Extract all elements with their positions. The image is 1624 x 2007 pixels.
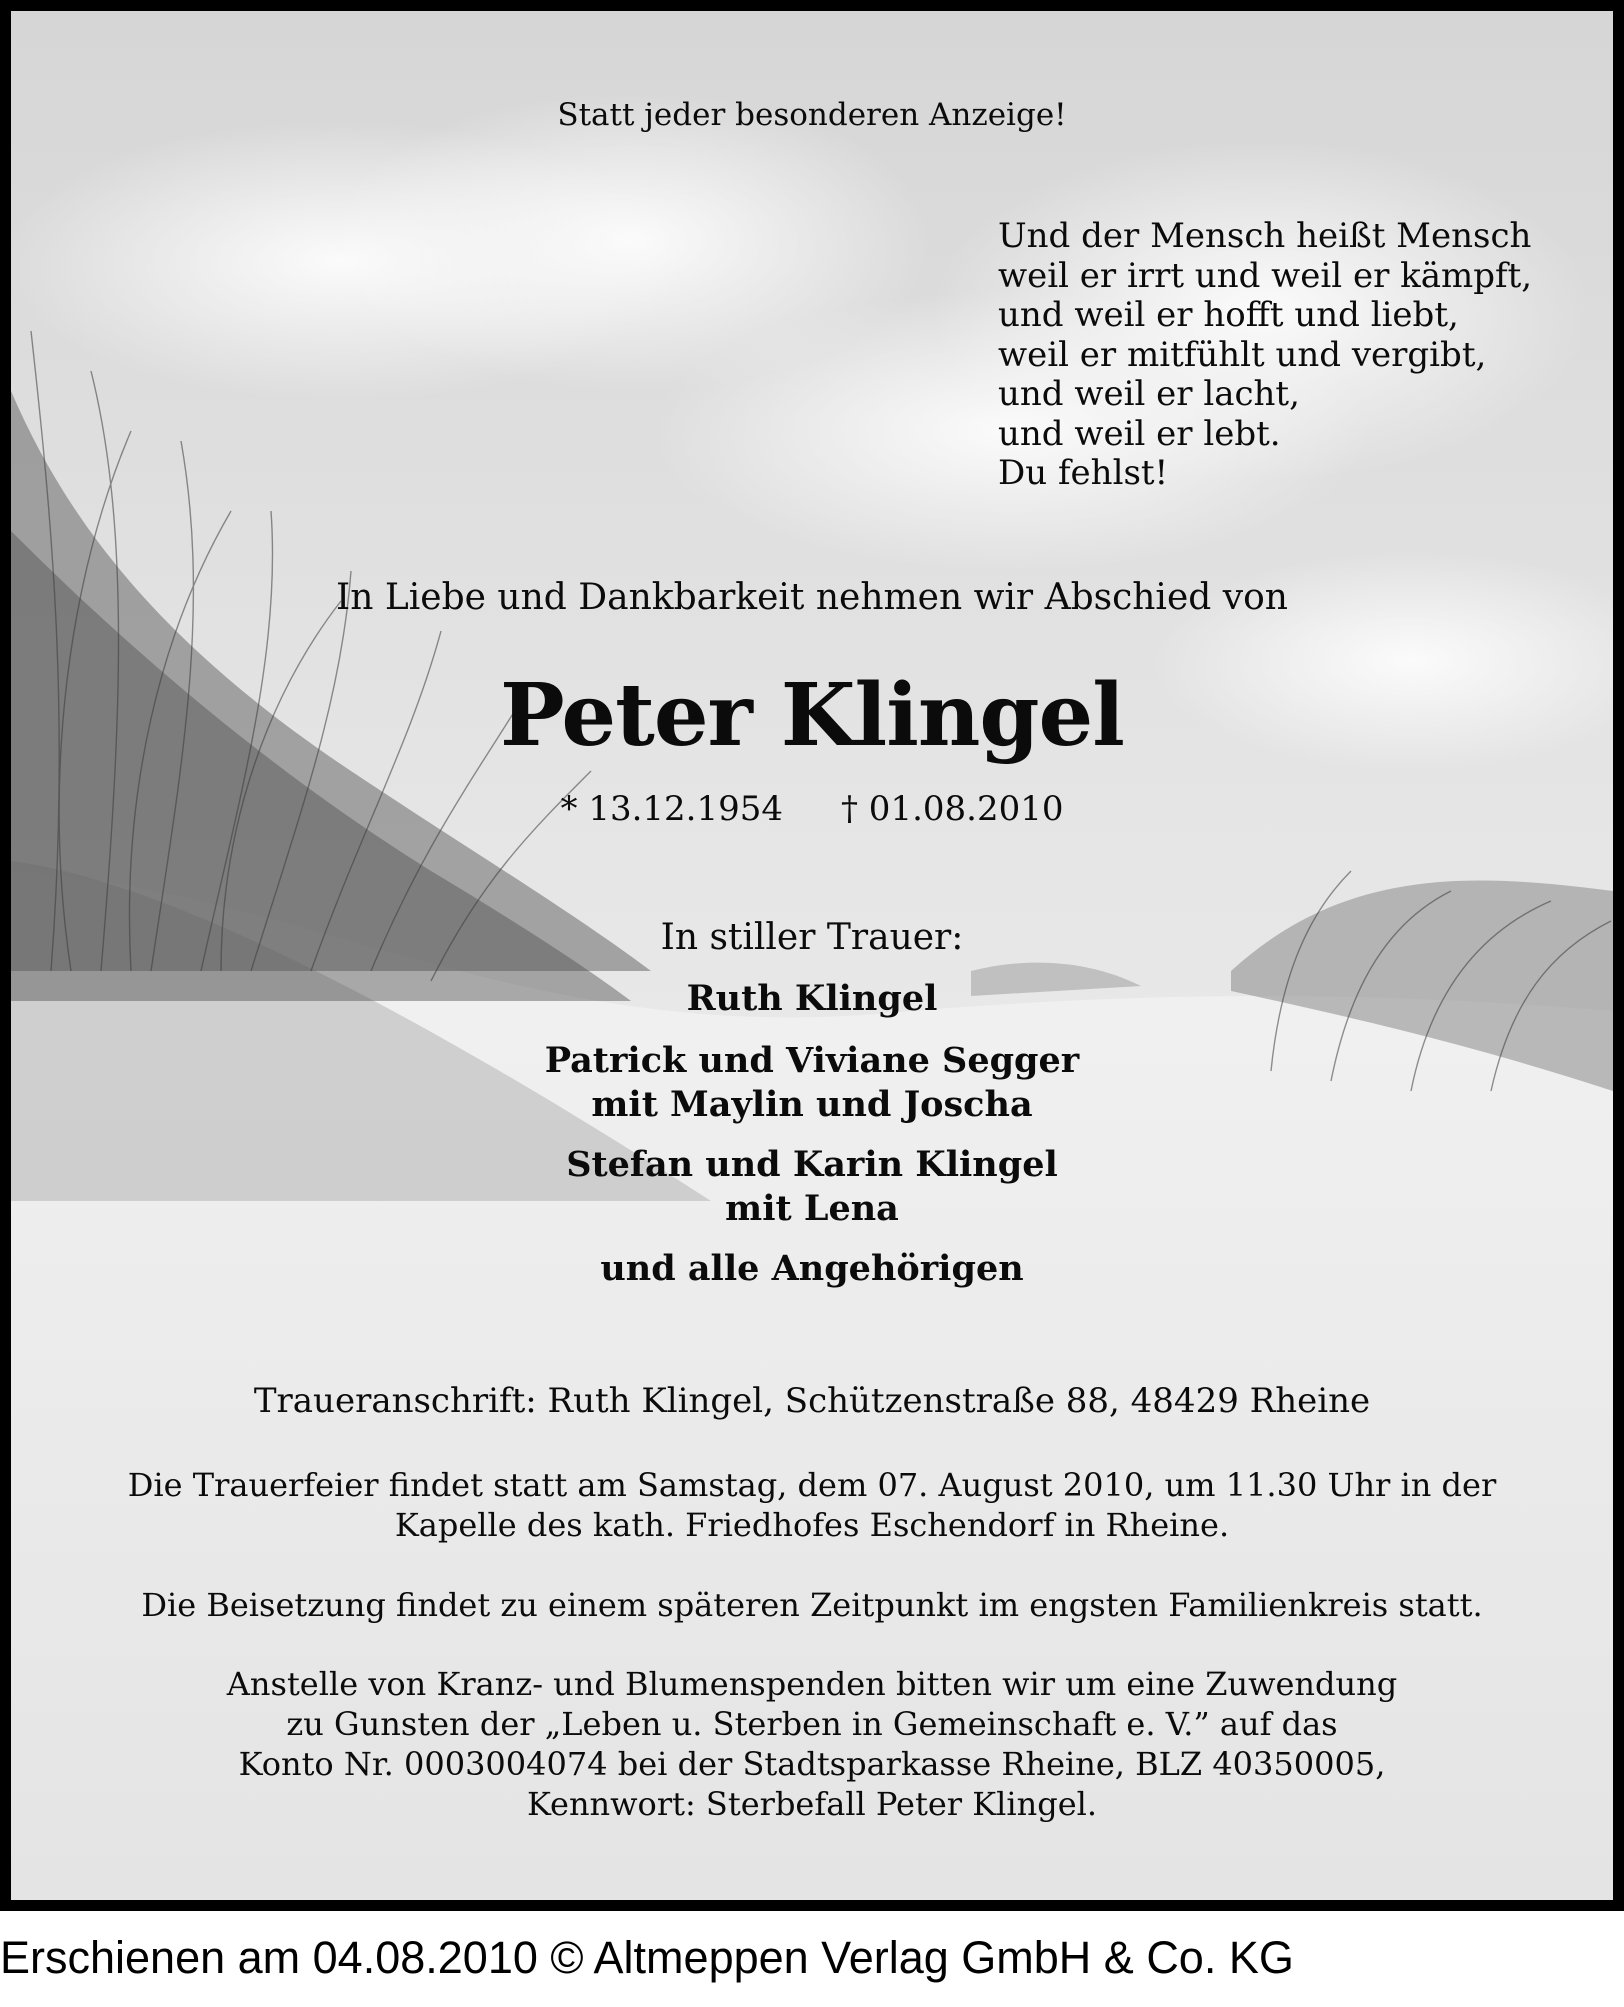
mourner-line: mit Lena xyxy=(725,1188,899,1229)
mourner-line: und alle Angehörigen xyxy=(600,1248,1024,1289)
death-date: † 01.08.2010 xyxy=(841,789,1064,829)
mourner-group xyxy=(11,1143,1613,1231)
birth-date: * 13.12.1954 xyxy=(560,789,783,829)
mourner-line: Patrick und Viviane Segger xyxy=(544,1040,1080,1081)
mourning-heading: In stiller Trauer: xyxy=(660,917,964,958)
poem-line: und weil er lebt. xyxy=(998,413,1281,454)
deceased-name: Peter Klingel xyxy=(500,665,1124,766)
info-line: Kennwort: Sterbefall Peter Klingel. xyxy=(526,1785,1098,1823)
info-line: Anstelle von Kranz- und Blumenspenden bitten wir um eine Zuwendung xyxy=(226,1665,1398,1703)
mourning-address: Traueranschrift: Ruth Klingel, Schützenstraße 88, 48429 Rheine xyxy=(253,1381,1371,1421)
poem-line: und weil er hofft und liebt, xyxy=(998,295,1459,335)
poem xyxy=(998,217,1532,494)
poem-line: weil er mitfühlt und vergibt, xyxy=(998,334,1487,375)
mourner-group xyxy=(11,1247,1613,1291)
mourner-group xyxy=(11,1039,1613,1127)
mourner-line: Stefan und Karin Klingel xyxy=(566,1144,1058,1185)
notice-text xyxy=(11,11,1613,1900)
info-line: Kapelle des kath. Friedhofes Eschendorf in Rheine. xyxy=(394,1506,1230,1544)
poem-line: Du fehlst! xyxy=(998,453,1169,493)
life-dates xyxy=(11,789,1613,829)
mourner-line: Ruth Klingel xyxy=(686,978,938,1019)
poem-line: weil er irrt und weil er kämpft, xyxy=(998,255,1533,296)
farewell-intro: In Liebe und Dankbarkeit nehmen wir Abschied von xyxy=(336,577,1288,618)
notice-header: Statt jeder besonderen Anzeige! xyxy=(557,97,1067,133)
funeral-service-info xyxy=(11,1465,1613,1545)
info-line: Die Trauerfeier findet statt am Samstag, dem 07. August 2010, um 11.30 Uhr in der xyxy=(127,1466,1497,1504)
donation-info xyxy=(11,1664,1613,1824)
poem-line: und weil er lacht, xyxy=(998,374,1300,414)
mourner-group xyxy=(11,977,1613,1021)
info-line: zu Gunsten der „Leben u. Sterben in Gemeinschaft e. V.” auf das xyxy=(286,1705,1338,1743)
info-line: Konto Nr. 0003004074 bei der Stadtsparkasse Rheine, BLZ 40350005, xyxy=(238,1745,1386,1783)
publication-credit: Erschienen am 04.08.2010 © Altmeppen Verlag GmbH & Co. KG xyxy=(0,1932,1294,1983)
mourner-line: mit Maylin und Joscha xyxy=(591,1084,1033,1125)
burial-info: Die Beisetzung findet zu einem späteren Zeitpunkt im engsten Familienkreis statt. xyxy=(141,1586,1483,1624)
poem-line: Und der Mensch heißt Mensch xyxy=(998,216,1532,256)
